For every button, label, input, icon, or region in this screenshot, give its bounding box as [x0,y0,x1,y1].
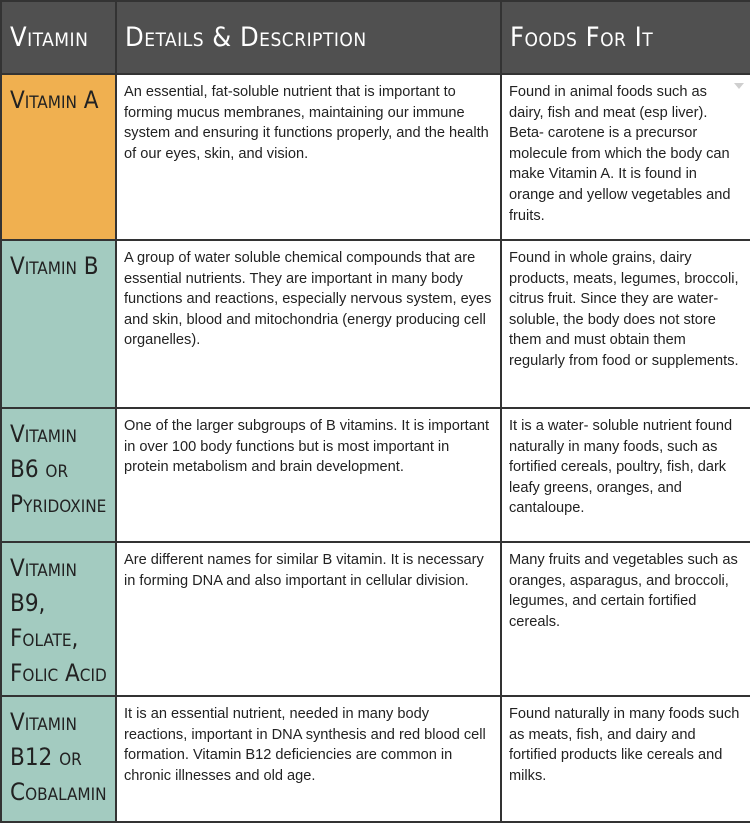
cell-dropdown-icon[interactable] [734,83,744,89]
header-vitamin[interactable]: Vitamin [1,1,116,74]
foods-cell[interactable]: Found in whole grains, dairy products, meats, legumes, broccoli, citrus fruit. Since they are water-soluble, the body does not store them and must obtain them regularly from food or supplements. [501,240,750,408]
description-cell[interactable]: An essential, fat-soluble nutrient that is important to forming mucus membranes, maintaining our immune system and ensuring it functions properly, and the health of our eyes, skin, and vision. [116,74,501,240]
vitamin-name-cell[interactable]: Vitamin A [1,74,116,240]
table-row [1,240,750,408]
table-row [1,696,750,822]
vitamin-name-cell[interactable]: Vitamin B9, Folate, Folic Acid [1,542,116,696]
foods-cell[interactable]: Found naturally in many foods such as meats, fish, and dairy and fortified products like cereals and milks. [501,696,750,822]
description-cell[interactable]: Are different names for similar B vitamin. It is necessary in forming DNA and also important in cellular division. [116,542,501,696]
table-row [1,542,750,696]
header-details[interactable]: Details & Description [116,1,501,74]
foods-cell[interactable]: It is a water- soluble nutrient found naturally in many foods, such as fortified cereals, poultry, fish, dark leafy greens, oranges, and cantaloupe. [501,408,750,542]
table-row [1,74,750,240]
description-cell[interactable]: It is an essential nutrient, needed in many body reactions, important in DNA synthesis and red blood cell formation. Vitamin B12 deficiencies are common in chronic illnesses and old age. [116,696,501,822]
description-cell[interactable]: One of the larger subgroups of B vitamins. It is important in over 100 body functions but is most important in protein metabolism and brain development. [116,408,501,542]
foods-cell[interactable]: Found in animal foods such as dairy, fish and meat (esp liver). Beta- carotene is a precursor molecule from which the body can make Vitamin A. It is found in orange and yellow vegetables and fruits. [501,74,750,240]
vitamin-name-cell[interactable]: Vitamin B6 or Pyridoxine [1,408,116,542]
vitamin-name-cell[interactable]: Vitamin B12 or Cobalamin [1,696,116,822]
foods-cell[interactable]: Many fruits and vegetables such as oranges, asparagus, and broccoli, legumes, and certain fortified cereals. [501,542,750,696]
vitamin-name-cell[interactable]: Vitamin B [1,240,116,408]
table-row [1,408,750,542]
header-foods[interactable]: Foods For It [501,1,750,74]
description-cell[interactable]: A group of water soluble chemical compounds that are essential nutrients. They are important in many body functions and reactions, especially nervous system, eyes and skin, blood and mitochondria (energy producing cell organelles). [116,240,501,408]
header-row [1,1,750,74]
